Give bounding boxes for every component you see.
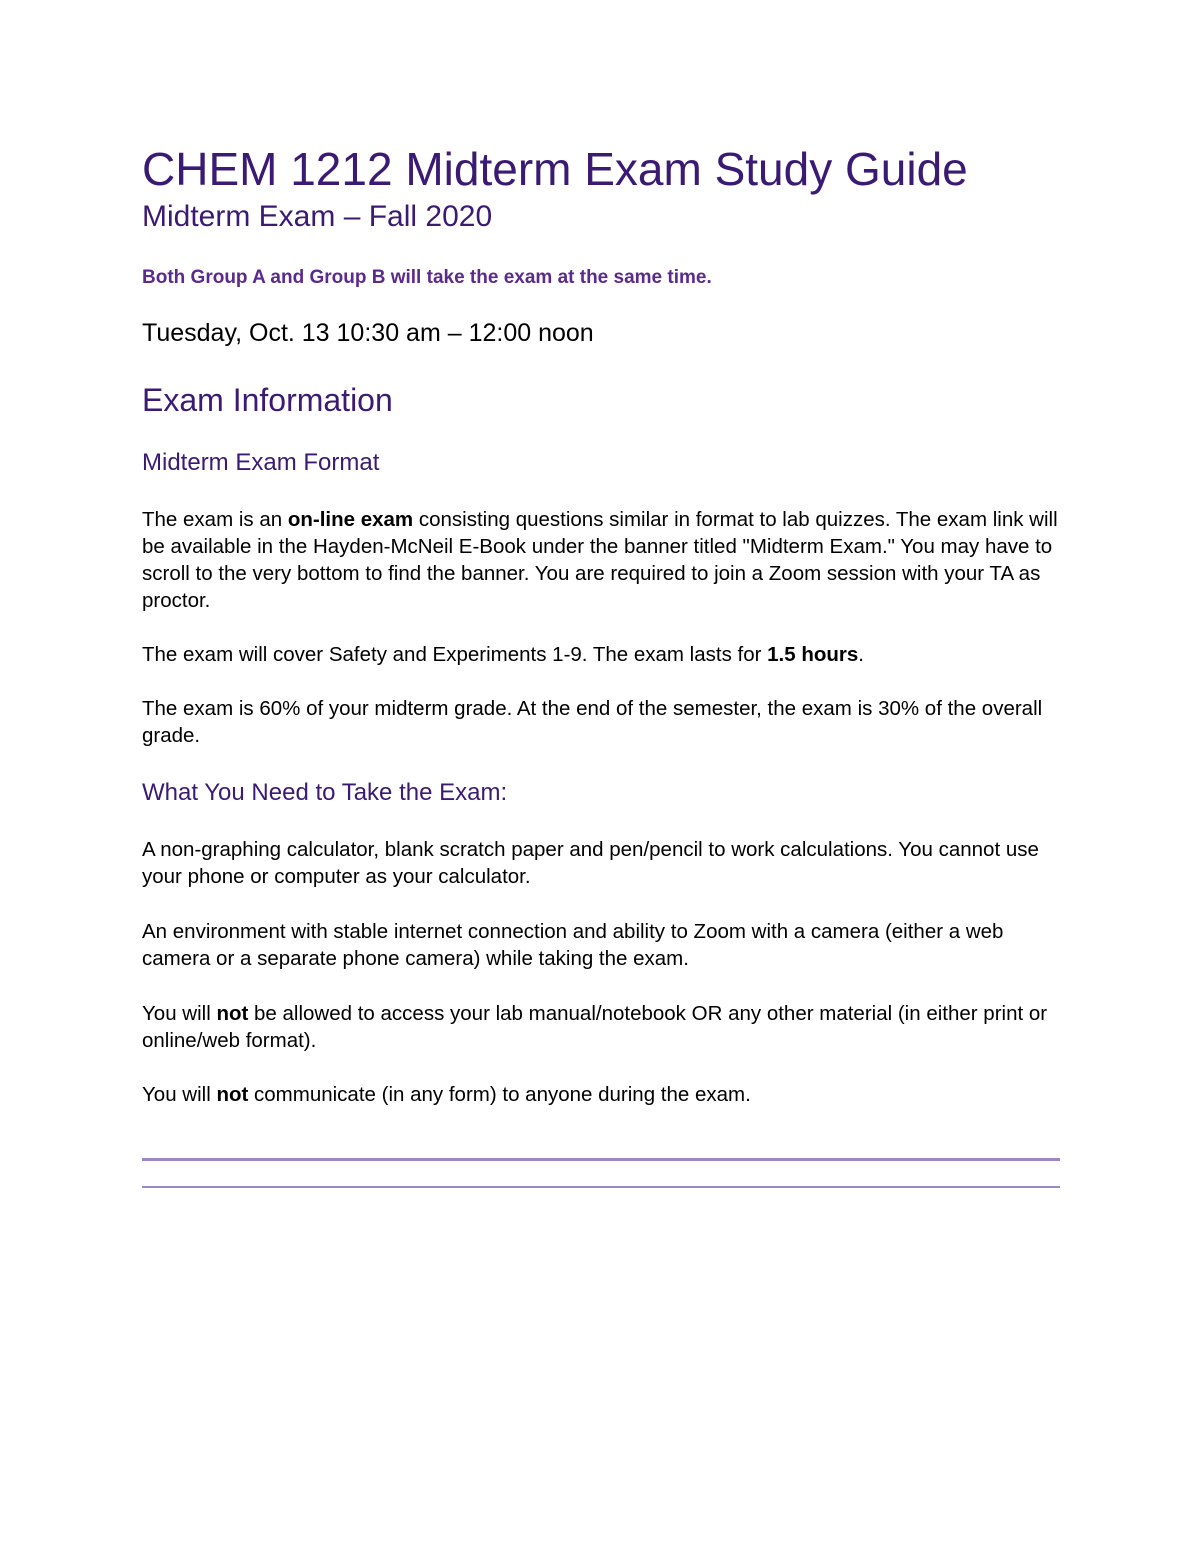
exam-format-paragraph bbox=[142, 506, 1060, 614]
bold-text: not bbox=[216, 1083, 249, 1106]
text-segment: consisting questions similar in format to lab quizzes. The exam link will be available in the Hayden-McNeil E-Book under the banner titled "Midterm Exam." You may have to scroll to the very bottom to find the banner. You are required to join a Zoom session with your TA as proctor. bbox=[142, 508, 1058, 612]
document-title: CHEM 1212 Midterm Exam Study Guide bbox=[142, 143, 968, 195]
exam-coverage-paragraph bbox=[142, 641, 1060, 668]
calculator-paragraph: A non-graphing calculator, blank scratch paper and pen/pencil to work calculations. You cannot use your phone or computer as your calculator. bbox=[142, 838, 1039, 888]
bold-text: on-line exam bbox=[287, 508, 414, 531]
exam-format-heading: Midterm Exam Format bbox=[142, 449, 380, 476]
text-segment: be allowed to access your lab manual/notebook OR any other material (in either print or online/web format). bbox=[142, 1002, 1048, 1052]
divider-rule bbox=[142, 1158, 1060, 1161]
document-subtitle: Midterm Exam – Fall 2020 bbox=[142, 200, 493, 233]
communication-paragraph bbox=[142, 1081, 1060, 1108]
group-notice: Both Group A and Group B will take the exam at the same time. bbox=[142, 267, 712, 288]
text-segment: You will bbox=[142, 1002, 217, 1025]
environment-paragraph: An environment with stable internet connection and ability to Zoom with a camera (either a web camera or a separate phone camera) while taking the exam. bbox=[142, 920, 1004, 970]
text-segment: The exam will cover Safety and Experiments 1-9. The exam lasts for bbox=[142, 643, 768, 666]
exam-information-heading: Exam Information bbox=[142, 382, 393, 418]
text-segment: The exam is an bbox=[142, 508, 288, 531]
divider-rule bbox=[142, 1186, 1060, 1188]
exam-datetime: Tuesday, Oct. 13 10:30 am – 12:00 noon bbox=[142, 319, 594, 347]
exam-needs-heading: What You Need to Take the Exam: bbox=[142, 779, 508, 806]
bold-text: not bbox=[216, 1002, 249, 1025]
exam-weight-paragraph: The exam is 60% of your midterm grade. At the end of the semester, the exam is 30% of the overall grade. bbox=[142, 697, 1043, 747]
bold-text: 1.5 hours bbox=[767, 643, 859, 666]
materials-paragraph bbox=[142, 1000, 1060, 1054]
text-segment: . bbox=[858, 643, 864, 666]
text-segment: communicate (in any form) to anyone during the exam. bbox=[248, 1083, 751, 1106]
text-segment: You will bbox=[142, 1083, 217, 1106]
